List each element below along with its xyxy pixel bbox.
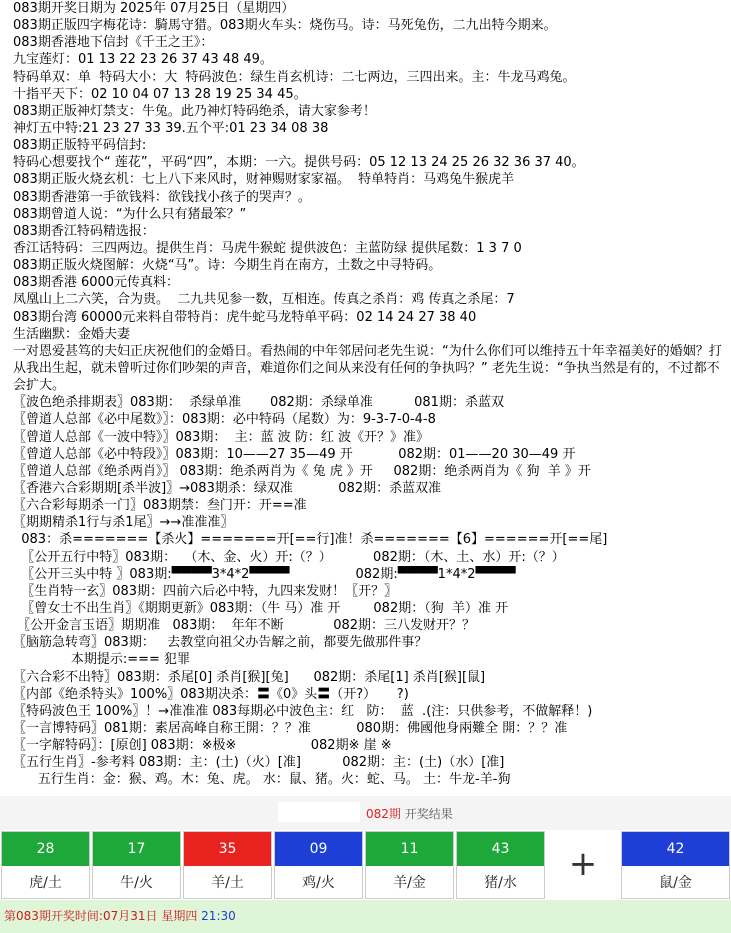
text-line: 〖公开金言玉语〗期期准 083期： 年年不断 082期：三八发财开？？	[13, 618, 476, 634]
text-line: 083期正版神灯禁支：牛兔。此乃神灯特码绝杀，请大家参考！	[13, 103, 376, 119]
text-line: 083期正版四字梅花诗：騎馬守猎。083期火车头：烧伤马。诗：马死兔伤，二九出特今期来。	[13, 18, 557, 34]
text-line: 〖公开五行中特〗083期： （木、金、火）开:（？） 082期：（木、土、水）开:（？）	[13, 549, 565, 565]
ball-number: 17	[93, 832, 180, 866]
ball-zodiac: 牛/火	[120, 875, 153, 891]
footer-prefix: 第083期开奖时间:	[4, 909, 103, 923]
text-line: 〖公开三头中特 〗083期:▀▀▀▀3*4*2▀▀▀▀ 082期:▀▀▀▀1*4*2▀▀▀▀	[13, 566, 516, 582]
ball-zodiac: 鼠/金	[659, 875, 692, 891]
text-line: 〖曾女士不出生肖〗《期期更新》083期：（牛 马）准 开 082期：（狗 羊）准 开	[13, 600, 509, 616]
text-line: 五行生肖：金：猴、鸡。木：兔、虎。 水：鼠、猪。火：蛇、马。 土：牛龙-羊-狗	[13, 772, 511, 788]
text-line: 〖曾道人总部《必中特段》〗083期：10——27 35—49 开 082期：01——20 30—49 开	[13, 446, 576, 462]
search-box[interactable]	[278, 802, 360, 822]
results-title	[366, 805, 453, 822]
text-line: 九宝莲灯：01 13 22 23 26 37 43 48 49。	[13, 52, 273, 68]
ball-number: 35	[184, 832, 271, 866]
text-line: 〖期期精杀1行与杀1尾〗→→准准准〗	[13, 515, 234, 531]
text-line: 083：杀=======【杀火】=======开[==行]准！杀=======【6】======开[==尾]	[13, 532, 608, 548]
text-line: 本期提示:=== 犯罪	[13, 652, 191, 668]
text-line: 神灯五中特:21 23 27 33 39.五个平:01 23 34 08 38	[13, 120, 329, 136]
text-line: 〖曾道人总部《一波中特》〗083期： 主：蓝 波 防：红 波《开？》准》	[13, 429, 429, 445]
results-label: 开奖结果	[404, 807, 453, 821]
result-balls	[0, 831, 731, 899]
text-line: 特码单双：单 特码大小：大 特码波色：绿生肖玄机诗：二七两边，三四出来。主：牛龙马鸡兔。	[13, 69, 576, 85]
text-line: 一对恩爱甚笃的夫妇正庆祝他们的金婚日。看热闹的中年邻居问老先生说：“为什么你们可以维持五十年幸福美好的婚姻？打从我出生起，就未曾听过你们吵架的声音，难道你们之间从来没有任何的争执吗？” 老先生说：“争执当然是有的，不过都不会扩大。	[13, 343, 722, 394]
text-line: 083期开奖日期为 2025年 07月25日（星期四）	[13, 1, 295, 16]
ball-2	[92, 831, 181, 899]
text-line: 083期正版火烧玄机：七上八下来风时，财神赐财家家福。 特单特肖：马鸡兔牛猴虎羊	[13, 172, 515, 188]
text-line: 083期正版火烧图解：火烧“马”。诗：今期生肖在南方，土数之中寻特码。	[13, 258, 442, 274]
results-issue: 082期	[366, 807, 401, 821]
ball-4	[274, 831, 363, 899]
ball-3	[183, 831, 272, 899]
ball-zodiac: 羊/土	[211, 875, 244, 891]
ball-zodiac: 虎/土	[29, 875, 62, 891]
text-line: 生活幽默：金婚夫妻	[13, 326, 131, 342]
text-line: 凤凰山上二六笑，合为贵。 二九共见参一数，互相连。传真之杀肖：鸡 传真之杀尾：7	[13, 292, 515, 308]
ball-number: 11	[366, 832, 453, 866]
ball-number: 43	[457, 832, 544, 866]
ball-number: 42	[622, 832, 729, 866]
text-line: 083期台湾 60000元来料自带特肖：虎牛蛇马龙特单平码：02 14 24 27 38 40	[13, 309, 477, 325]
text-line: 083期香江特码精选报：	[13, 223, 155, 239]
text-line: 〖脑筋急转弯〗083期： 去教堂向祖父办告解之前，都要先做那件事？	[13, 635, 428, 651]
text-line: 〖一言博特码〗081期：素居高峰自称王開：？？准 080期：佛國他身兩難全 開：？？准	[13, 720, 568, 736]
special-ball	[621, 831, 730, 899]
text-line: 〖波色绝杀排期表〗083期： 杀绿单准 082期：杀绿单准 081期：杀蓝双	[13, 395, 504, 411]
text-line: 〖内部《绝杀特头》100%〗083期决杀：〓《0》头〓（开?） ?)	[13, 686, 409, 702]
ball-number: 09	[275, 832, 362, 866]
ball-number: 28	[2, 832, 89, 866]
text-line: 083期香港 6000元传真料：	[13, 275, 180, 291]
text-line: 〖六合彩不出特〗083期：杀尾[0] 杀肖[猴][兔] 082期：杀尾[1] 杀肖[猴][鼠]	[13, 669, 486, 685]
text-line: 083期香港第一手欲钱料：欲钱找小孩子的哭声？。	[13, 189, 311, 205]
text-line: 香江话特码：三四两边。提供生肖：马虎牛猴蛇 提供波色：主蓝防绿 提供尾数：1 3 7 0	[13, 240, 522, 256]
next-draw-footer	[0, 900, 731, 933]
ball-5	[365, 831, 454, 899]
text-line: 〖生肖特一玄〗083期：四前六后必中特，九四来发财！〖开？〗	[13, 583, 398, 599]
text-line: 〖特码波色王 100%〗！→准准准 083每期必中波色主：红 防： 蓝 .(注：只供参考，不做解释！)	[13, 703, 593, 719]
text-line: 十指平天下：02 10 04 07 13 28 19 25 34 45。	[13, 86, 307, 102]
footer-date: 07月31日	[102, 909, 158, 923]
text-line: 〖曾道人总部《必中尾数》〗：083期：必中特码（尾数）为：9-3-7-0-4-8	[13, 412, 436, 428]
ball-zodiac: 猪/水	[484, 875, 517, 891]
text-line: 083期香港地下信封《千王之王》：	[13, 35, 214, 51]
ball-zodiac: 羊/金	[393, 875, 426, 891]
text-line: 083期正版特平码信封:	[13, 138, 147, 154]
text-line: 〖曾道人总部《绝杀两肖》〗 083期：绝杀两肖为《 兔 虎 》开 082期：绝杀两肖为《 狗 羊 》开	[13, 463, 591, 479]
text-line: 〖五行生肖〗-参考料 083期：主：(土)（火）[准] 082期：主：(土)（水）[准]	[13, 755, 505, 771]
text-line: 083期曾道人说：“为什么只有猪最笨？”	[13, 206, 247, 222]
plus-icon: +	[568, 844, 598, 884]
results-bar	[0, 796, 731, 830]
text-line: 〖六合彩每期杀一门〗083期禁：叁门开：开==准	[13, 498, 307, 514]
text-line: 〖香港六合彩期期[杀半波]〗→083期杀：绿双准 082期：杀蓝双准	[13, 480, 442, 496]
footer-time: 21:30	[201, 909, 236, 923]
footer-weekday: 星期四	[161, 909, 198, 923]
ball-zodiac: 鸡/火	[302, 875, 335, 891]
ball-1	[1, 831, 90, 899]
text-line: 特码心想要找个“ 莲花”，平码“四”，本期：一六。提供号码：05 12 13 24 25 26 32 36 37 40。	[13, 155, 585, 171]
ball-6	[456, 831, 545, 899]
text-line: 〖一字解特码〗：[原创] 083期：※极※ 082期※ 崖 ※	[13, 738, 392, 754]
